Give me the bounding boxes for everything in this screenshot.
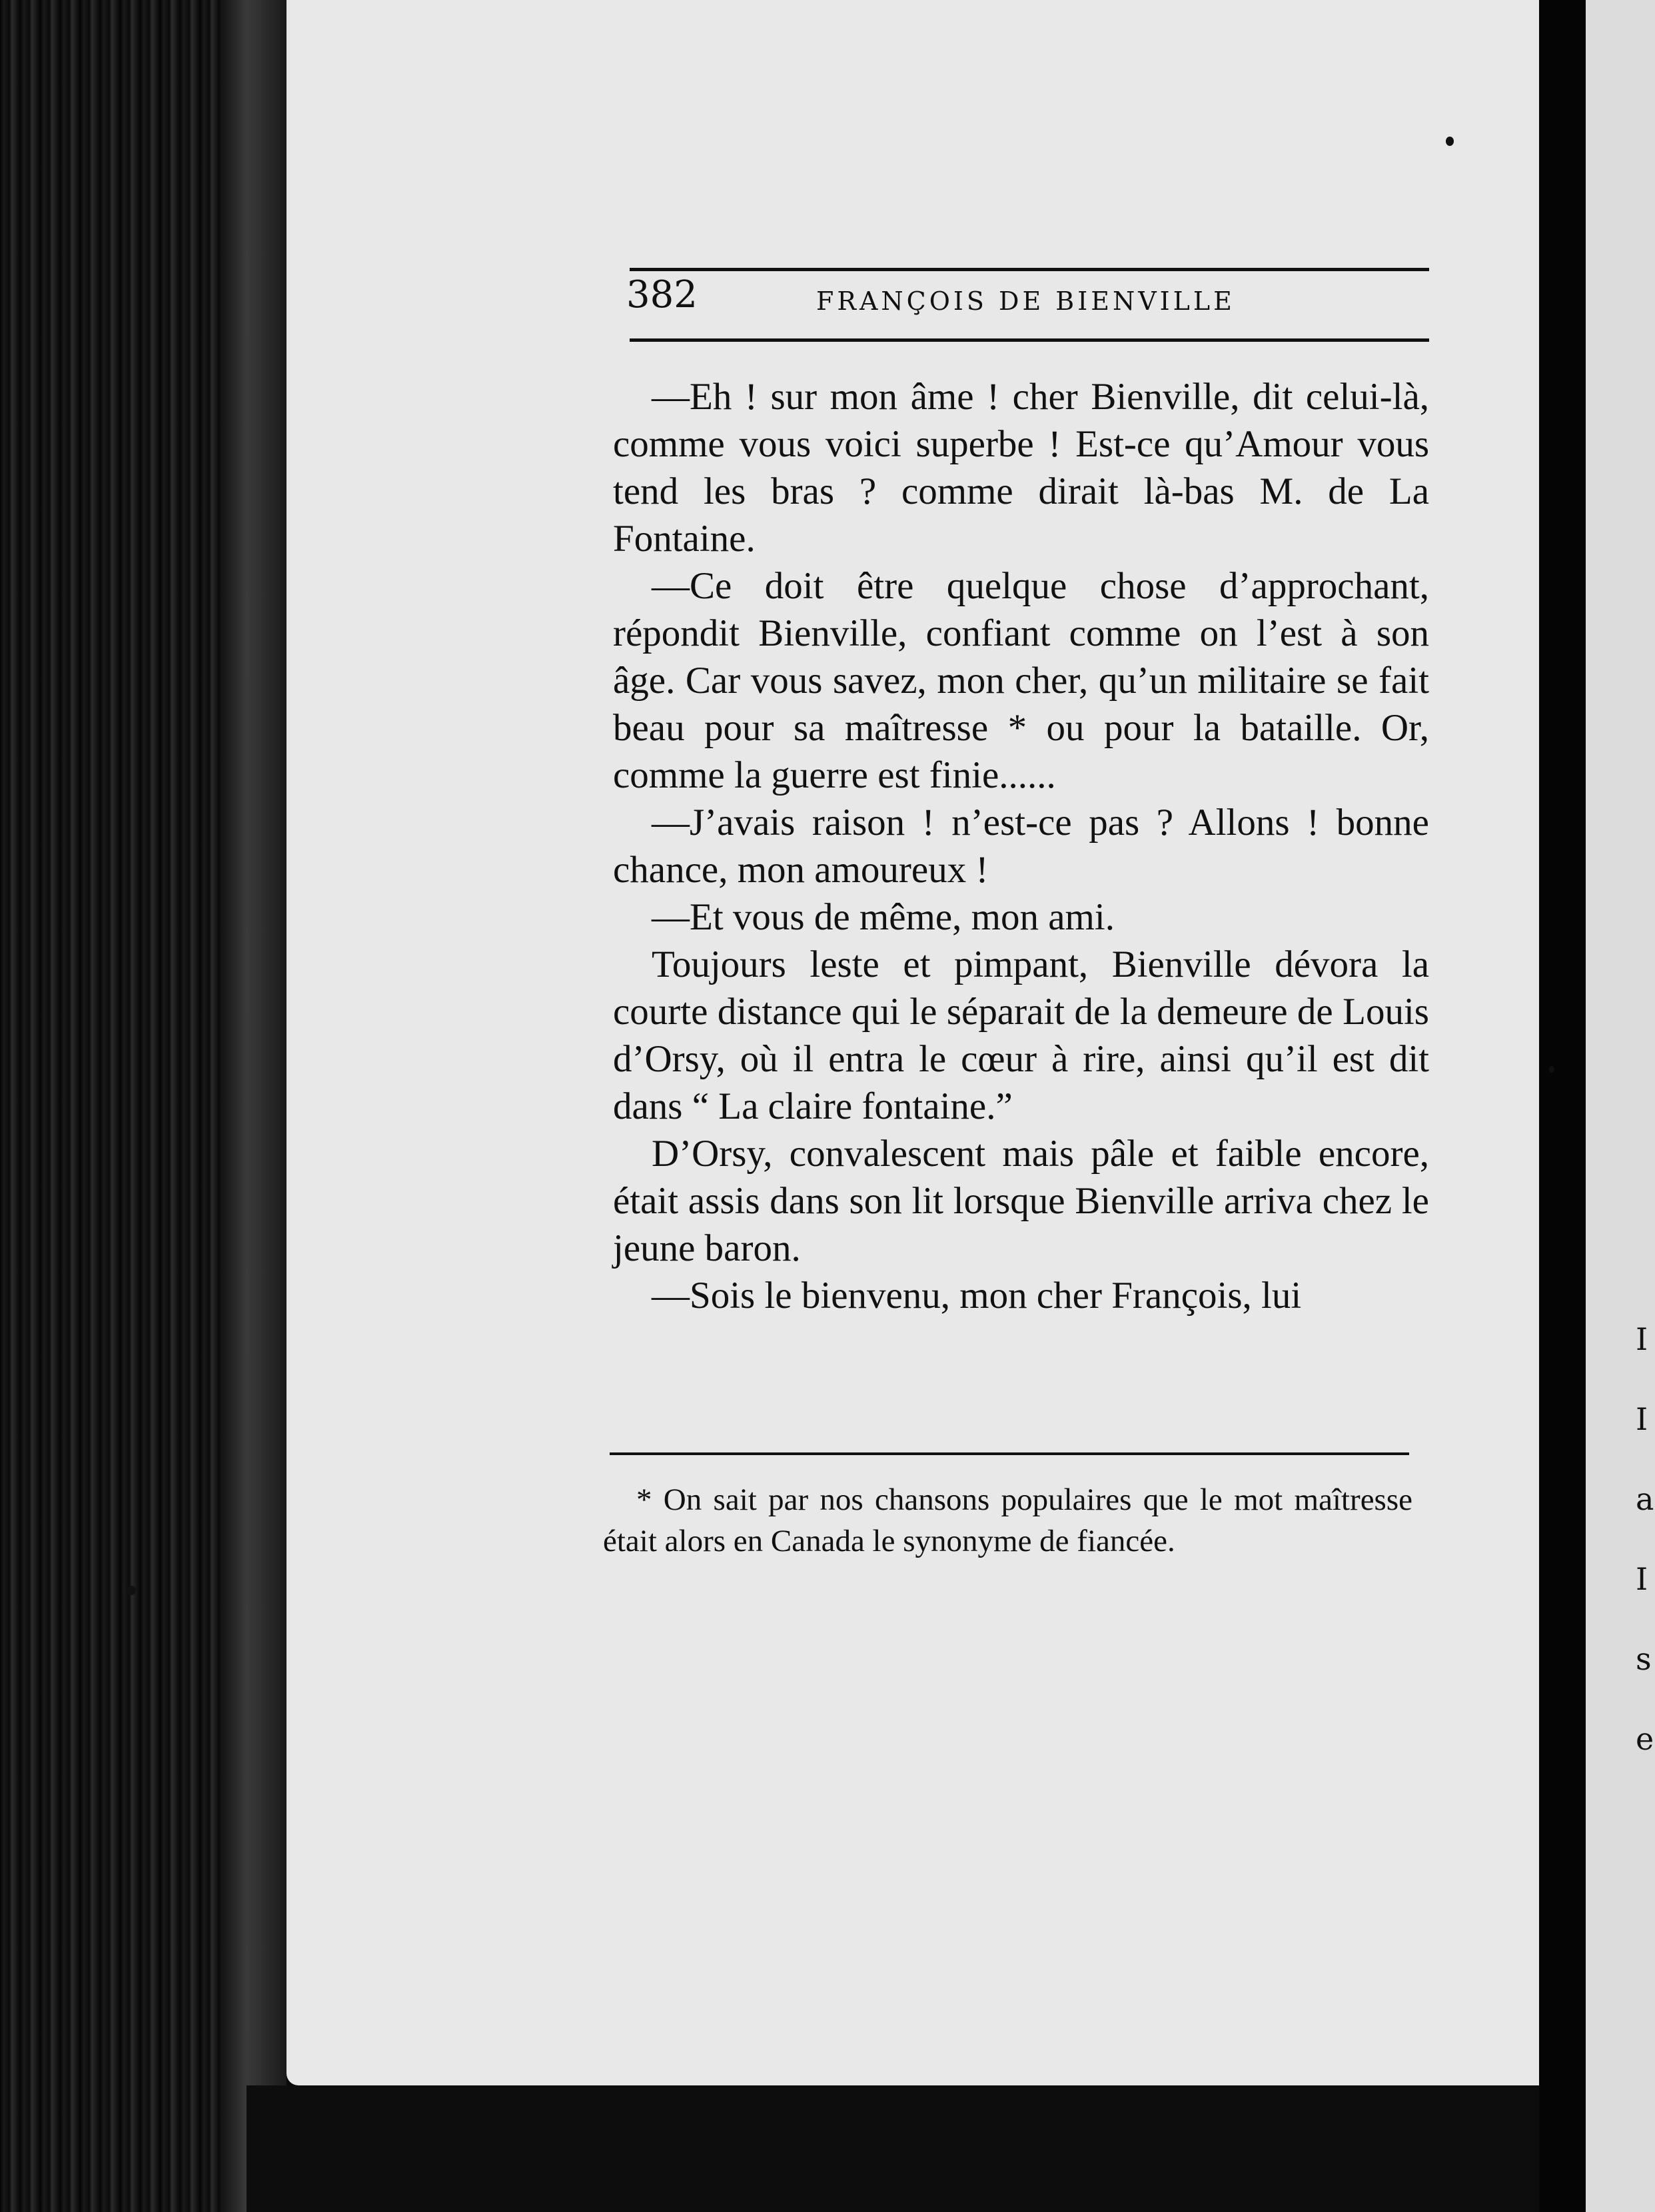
footnote [603,1479,1412,1562]
footnote-rule [610,1452,1409,1455]
header-top-rule [630,268,1429,271]
paragraph: —Eh ! sur mon âme ! cher Bienville, dit celui-là, comme vous voici superbe ! Est-ce qu’Amour vous tend les bras ? comme dirait là-bas M. de La Fontaine. [613,376,1429,560]
body-text [613,373,1429,1319]
paragraph: —J’avais raison ! n’est-ce pas ? Allons ! bonne chance, mon amoureux ! [613,802,1429,891]
adjacent-page-text: I I a I s e [1636,1321,1654,1757]
ink-speck [127,1586,136,1595]
page-edge-shadow [220,0,286,2212]
paragraph: D’Orsy, convalescent mais pâle et faible encore, était assis dans son lit lorsque Bienville arriva chez le jeune baron. [613,1133,1429,1269]
footnote-text: * On sait par nos chansons populaires que le mot maîtresse était alors en Canada le synonyme de fiancée. [603,1482,1412,1558]
ink-speck [1549,1066,1554,1073]
paragraph: —Sois le bienvenu, mon cher François, lui [652,1275,1302,1317]
page-number: 382 [626,273,698,316]
book-gutter [1539,0,1586,2212]
page-bottom-shadow [247,2085,1546,2212]
paragraph: —Et vous de même, mon ami. [652,896,1115,938]
paragraph: —Ce doit être quelque chose d’approchant, répondit Bienville, confiant comme on l’est à son âge. Car vous savez, mon cher, qu’un militaire se fait beau pour sa maîtresse * ou pour la bataille. Or, comme la guerre est finie...... [613,565,1429,796]
paragraph: Toujours leste et pimpant, Bienville dévora la courte distance qui le séparait de la demeure de Louis d’Orsy, où il entra le cœur à rire, ainsi qu’il est dit dans “ La claire fontaine.” [613,943,1429,1127]
adjacent-page [1586,0,1655,2212]
ink-speck [1446,137,1454,146]
running-head [626,273,1432,320]
running-title: FRANÇOIS DE BIENVILLE [816,286,1235,316]
header-bottom-rule [630,338,1429,342]
